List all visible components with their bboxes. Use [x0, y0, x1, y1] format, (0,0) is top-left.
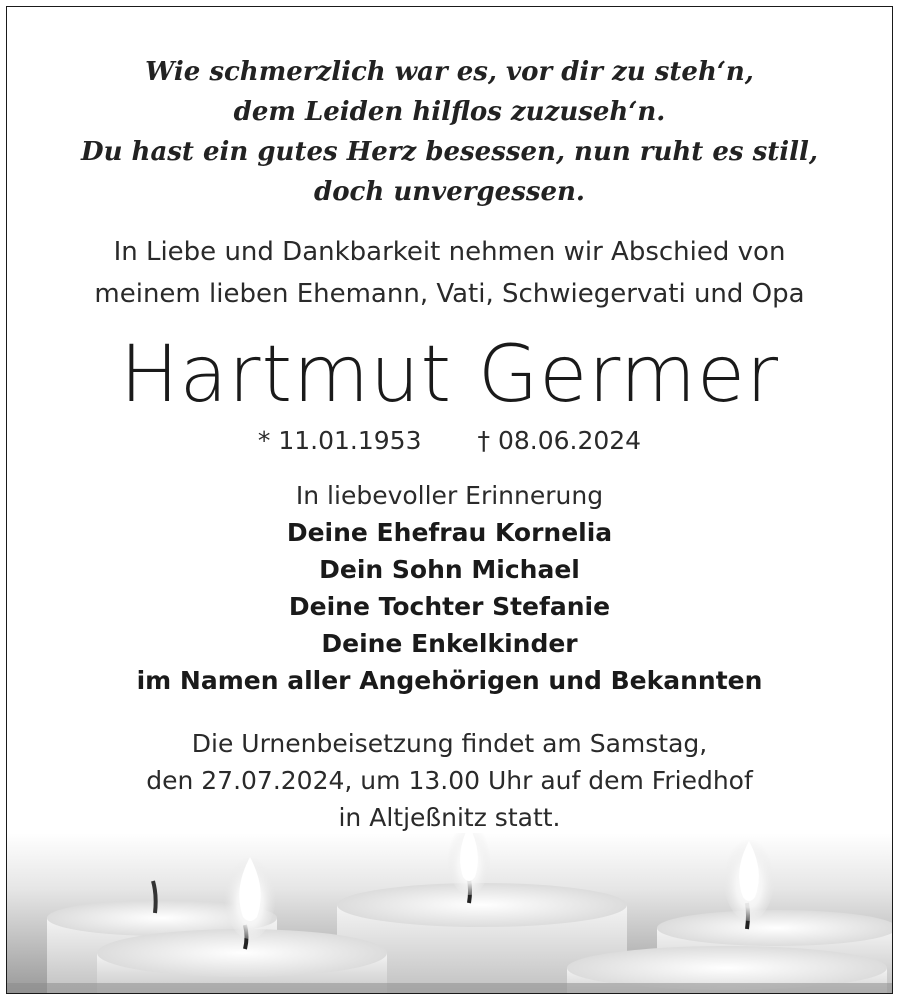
signer-others: im Namen aller Angehörigen und Bekannten: [136, 666, 763, 695]
intro-line: In Liebe und Dankbarkeit nehmen wir Abschied von: [113, 237, 786, 267]
obituary-notice: [6, 6, 893, 994]
death-date: † 08.06.2024: [477, 426, 642, 455]
signer-wife: Deine Ehefrau Kornelia: [286, 518, 613, 547]
farewell-intro: [7, 231, 892, 315]
deceased-name: Hartmut Germer: [119, 330, 780, 420]
funeral-line: in Altjeßnitz statt.: [338, 803, 561, 832]
signer-grandchildren: Deine Enkelkinder: [321, 629, 578, 658]
candles-image: [7, 833, 892, 993]
funeral-line: den 27.07.2024, um 13.00 Uhr auf dem Friedhof: [146, 766, 753, 795]
mourners-list: [7, 477, 892, 699]
funeral-details: [7, 725, 892, 836]
memorial-poem: [7, 52, 892, 212]
signers-heading: In liebevoller Erinnerung: [295, 481, 604, 510]
poem-line: doch unvergessen.: [314, 177, 585, 207]
signer-daughter: Deine Tochter Stefanie: [288, 592, 611, 621]
poem-line: Du hast ein gutes Herz besessen, nun ruht es still,: [81, 137, 818, 167]
funeral-line: Die Urnenbeisetzung findet am Samstag,: [191, 729, 708, 758]
poem-line: Wie schmerzlich war es, vor dir zu steh‘n,: [145, 57, 754, 87]
poem-line: dem Leiden hilflos zuzuseh‘n.: [233, 97, 666, 127]
life-dates: [7, 421, 892, 461]
signer-son: Dein Sohn Michael: [319, 555, 580, 584]
birth-date: * 11.01.1953: [257, 426, 422, 455]
intro-line: meinem lieben Ehemann, Vati, Schwiegervati und Opa: [94, 279, 805, 309]
